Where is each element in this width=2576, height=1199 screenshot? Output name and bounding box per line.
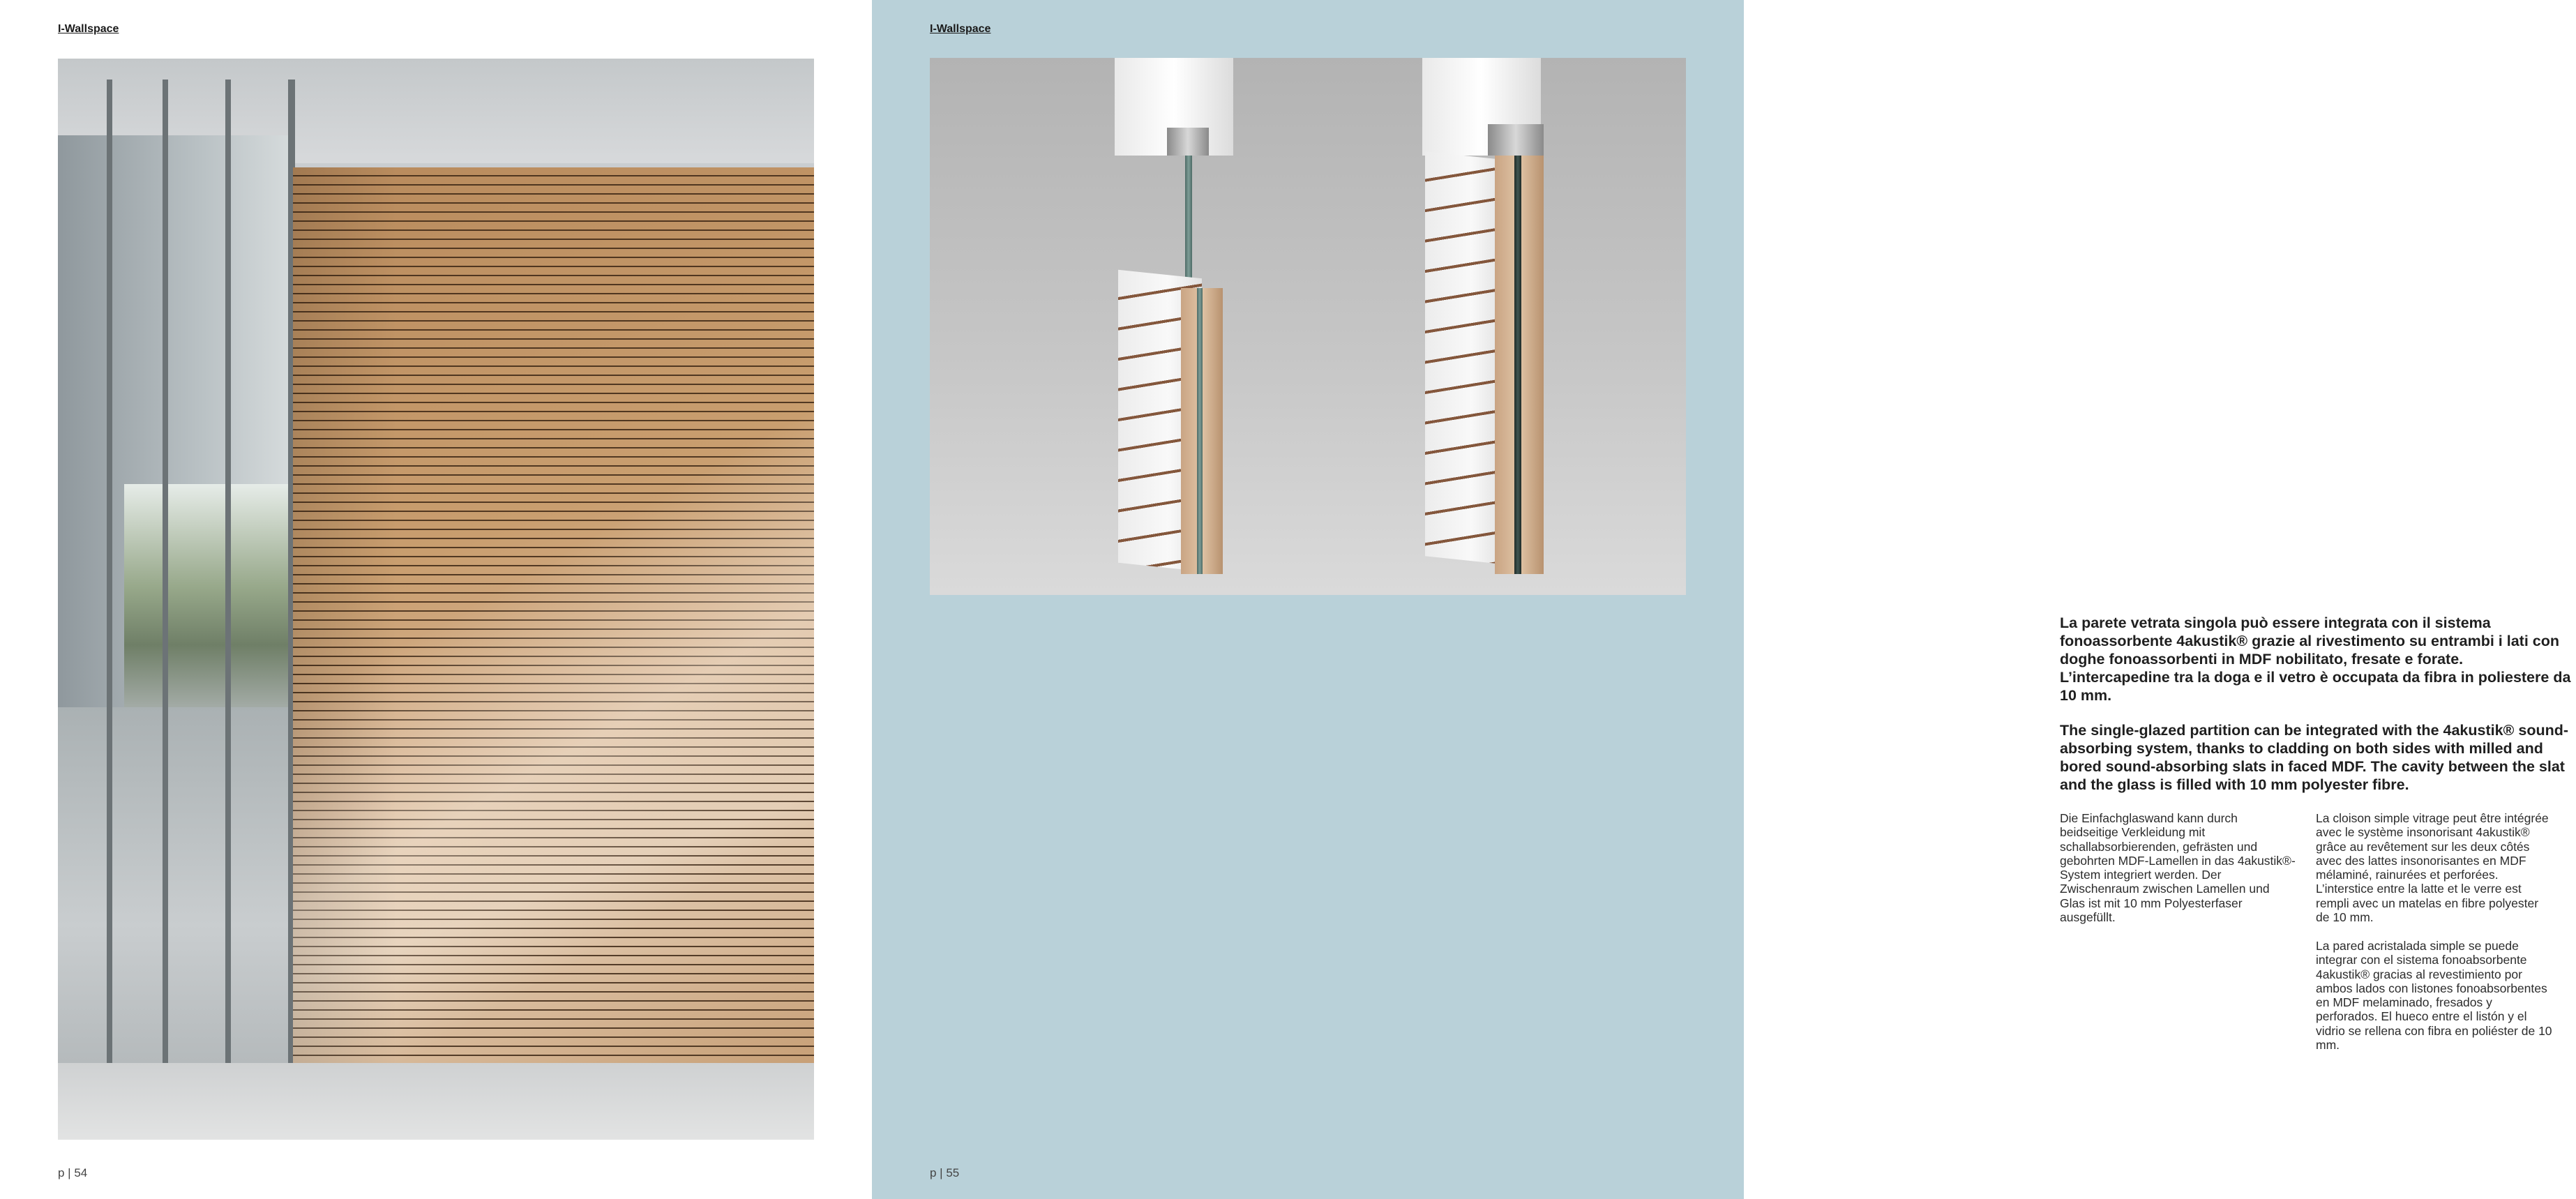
glass-mullion <box>225 80 231 1084</box>
glass-mullion <box>107 80 112 1084</box>
aluminium-profile <box>1488 124 1544 156</box>
slat-panel-right <box>1425 151 1502 564</box>
aluminium-profile <box>1167 128 1209 156</box>
glass-floor-reflection <box>58 707 295 1070</box>
glass-section-right <box>1514 156 1521 574</box>
brand-header-right: I-Wallspace <box>930 23 991 35</box>
description-english: The single-glazed partition can be integrated with the 4akustik® sound-absorbing system, thanks to cladding on both sides with milled and bored sound-absorbing slats in faced MDF. The cavity between the slat and the glass is filled with 10 mm polyester fibre. <box>2060 722 2569 793</box>
description-french: La cloison simple vitrage peut être intégrée avec le système insonorisant 4akustik® grâce au revêtement sur les deux côtés avec des lattes insonorisantes en MDF mélaminé, rainurées et perforées. L’interstice entre la latte et le verre est rempli avec un matelas en fibre polyester de 10 mm. <box>2316 811 2549 925</box>
glass-section-left <box>1197 288 1203 574</box>
right-page <box>872 0 2571 1199</box>
description-italian: La parete vetrata singola può essere integrata con il sistema fonoassorbente 4akustik® grazie al rivestimento su entrambi i lati con doghe fonoassorbenti in MDF nobilitato, fresate e forate. L’intercapedine tra la doga e il vetro è occupata da fibra in poliestere da 10 mm. <box>2060 614 2571 704</box>
partition-render <box>930 58 1686 595</box>
floor <box>58 1063 814 1140</box>
description-spanish: La pared acristalada simple se puede integrar con el sistema fonoabsorbente 4akustik® gracias al revestimiento por ambos lados con listones fonoabsorbentes en MDF melaminado, fresados y perforados. El hueco entre el listón y el vidrio se rellena con fibra en poliéster de 10 mm. <box>2316 939 2552 1053</box>
glass-mullion <box>163 80 168 1084</box>
left-page <box>0 0 872 1199</box>
page-number-right: p | 55 <box>930 1166 960 1179</box>
wood-shadow <box>293 167 814 1067</box>
description-german: Die Einfachglaswand kann durch beidseitige Verkleidung mit schallabsorbierenden, gefrästen und gebohrten MDF-Lamellen in das 4akustik®-System integriert werden. Der Zwischenraum zwischen Lamellen und Glas ist mit 10 mm Polyesterfaser ausgefüllt. <box>2060 811 2296 925</box>
garden-view <box>124 484 295 714</box>
page-number-left: p | 54 <box>58 1166 88 1179</box>
brand-header-left: I-Wallspace <box>58 23 119 35</box>
interior-photo <box>58 59 814 1140</box>
